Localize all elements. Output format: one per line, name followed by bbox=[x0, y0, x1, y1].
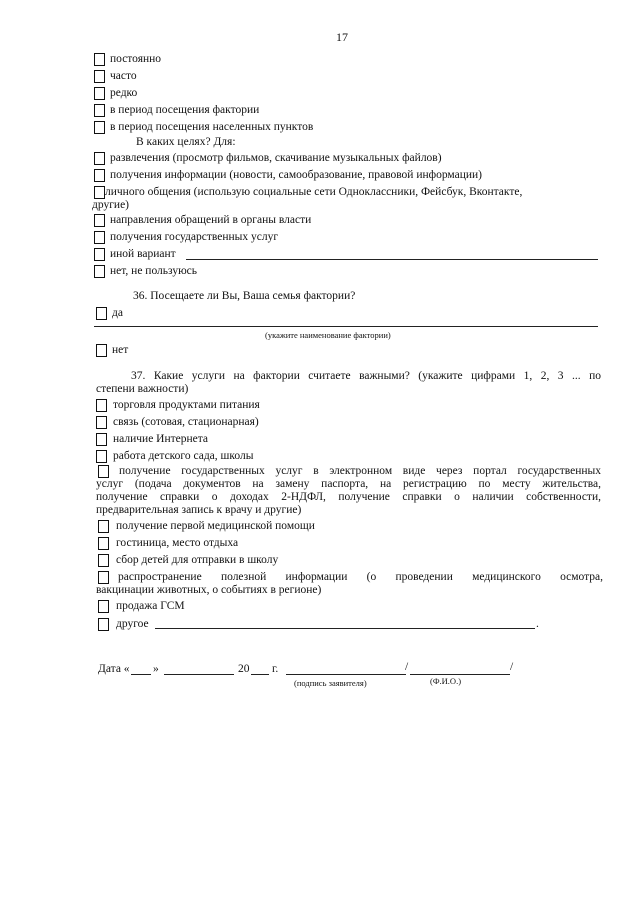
option-factory-visit: в период посещения фактории bbox=[110, 104, 260, 116]
fio-slash: / bbox=[510, 661, 514, 673]
option-eservices-line3: получение справки о доходах 2-НДФЛ, получение справки о наличии собственности, bbox=[96, 491, 601, 503]
option-info-spread: распространение полезной информации (о проведении медицинского осмотра, bbox=[118, 571, 603, 583]
fio-caption: (Ф.И.О.) bbox=[430, 676, 462, 686]
date-year-input-line[interactable] bbox=[251, 674, 269, 675]
other-purpose-input-line[interactable] bbox=[186, 259, 598, 260]
checkbox-first-aid[interactable] bbox=[98, 520, 109, 533]
option-kindergarten: работа детского сада, школы bbox=[113, 450, 254, 462]
checkbox-settlement-visit[interactable] bbox=[94, 121, 105, 134]
option-information: получения информации (новости, самообразование, правовой информации) bbox=[110, 169, 483, 181]
checkbox-communication-service[interactable] bbox=[96, 416, 107, 429]
option-often: часто bbox=[110, 70, 137, 82]
option-other-purpose: иной вариант bbox=[110, 248, 176, 260]
option-entertainment: развлечения (просмотр фильмов, скачивание музыкальных файлов) bbox=[110, 152, 442, 164]
checkbox-school-gathering[interactable] bbox=[98, 554, 109, 567]
checkbox-constantly[interactable] bbox=[94, 53, 105, 66]
option-constantly: постоянно bbox=[110, 53, 162, 65]
checkbox-fuel[interactable] bbox=[98, 600, 109, 613]
option-eservices-line4: предварительная запись к врачу и другие) bbox=[96, 504, 302, 516]
option-rarely: редко bbox=[110, 87, 138, 99]
signature-caption: (подпись заявителя) bbox=[294, 678, 367, 688]
option-communication-service: связь (сотовая, стационарная) bbox=[113, 416, 259, 428]
checkbox-appeals[interactable] bbox=[94, 214, 105, 227]
signature-slash: / bbox=[405, 661, 409, 673]
checkbox-other-service[interactable] bbox=[98, 618, 109, 631]
other-service-period: . bbox=[536, 618, 539, 630]
checkbox-factory-visit[interactable] bbox=[94, 104, 105, 117]
page-number: 17 bbox=[336, 30, 348, 44]
option-fuel: продажа ГСМ bbox=[116, 600, 185, 612]
question-37: 37. Какие услуги на фактории считаете важными? (укажите цифрами 1, 2, 3 ... по bbox=[131, 370, 601, 382]
date-day-input-line[interactable] bbox=[131, 674, 151, 675]
checkbox-often[interactable] bbox=[94, 70, 105, 83]
date-month-input-line[interactable] bbox=[164, 674, 234, 675]
option-appeals: направления обращений в органы власти bbox=[110, 214, 312, 226]
option-hotel: гостиница, место отдыха bbox=[116, 537, 239, 549]
question-37-cont: степени важности) bbox=[96, 383, 189, 395]
checkbox-not-using[interactable] bbox=[94, 265, 105, 278]
option-info-spread-line2: вакцинации животных, о событиях в регионе) bbox=[96, 584, 322, 596]
checkbox-rarely[interactable] bbox=[94, 87, 105, 100]
checkbox-gov-services[interactable] bbox=[94, 231, 105, 244]
option-not-using: нет, не пользуюсь bbox=[110, 265, 198, 277]
checkbox-internet[interactable] bbox=[96, 433, 107, 446]
checkbox-information[interactable] bbox=[94, 169, 105, 182]
checkbox-yes[interactable] bbox=[96, 307, 107, 320]
option-gov-services: получения государственных услуг bbox=[110, 231, 279, 243]
date-label: Дата « bbox=[98, 663, 130, 675]
date-day-close: » bbox=[153, 663, 159, 675]
option-internet: наличие Интернета bbox=[113, 433, 209, 445]
option-school-gathering: сбор детей для отправки в школу bbox=[116, 554, 279, 566]
factory-name-caption: (укажите наименование фактории) bbox=[265, 330, 391, 340]
checkbox-other-purpose[interactable] bbox=[94, 248, 105, 261]
option-communication-cont: другие) bbox=[92, 199, 130, 211]
option-no: нет bbox=[112, 344, 129, 356]
checkbox-kindergarten[interactable] bbox=[96, 450, 107, 463]
option-first-aid: получение первой медицинской помощи bbox=[116, 520, 315, 532]
option-eservices-line2: услуг (подача документов на замену паспорта, на регистрацию по месту жительства, bbox=[96, 478, 601, 490]
other-service-input-line[interactable] bbox=[155, 628, 535, 629]
option-eservices: получение государственных услуг в электронном виде через портал государственных bbox=[119, 465, 601, 477]
question-36: 36. Посещаете ли Вы, Ваша семья фактории? bbox=[133, 290, 356, 302]
signature-input-line[interactable] bbox=[286, 674, 406, 675]
option-communication: личного общения (использую социальные сети Одноклассники, Фейсбук, Вконтакте, bbox=[105, 186, 523, 198]
option-food: торговля продуктами питания bbox=[113, 399, 260, 411]
checkbox-hotel[interactable] bbox=[98, 537, 109, 550]
option-yes: да bbox=[112, 307, 123, 319]
factory-name-input-line[interactable] bbox=[94, 326, 598, 327]
purpose-prompt: В каких целях? Для: bbox=[136, 136, 236, 148]
date-year-suffix: г. bbox=[272, 663, 279, 675]
checkbox-food[interactable] bbox=[96, 399, 107, 412]
checkbox-no[interactable] bbox=[96, 344, 107, 357]
date-year-prefix: 20 bbox=[238, 663, 250, 675]
option-other-service: другое bbox=[116, 618, 149, 630]
checkbox-entertainment[interactable] bbox=[94, 152, 105, 165]
option-settlement-visit: в период посещения населенных пунктов bbox=[110, 121, 314, 133]
